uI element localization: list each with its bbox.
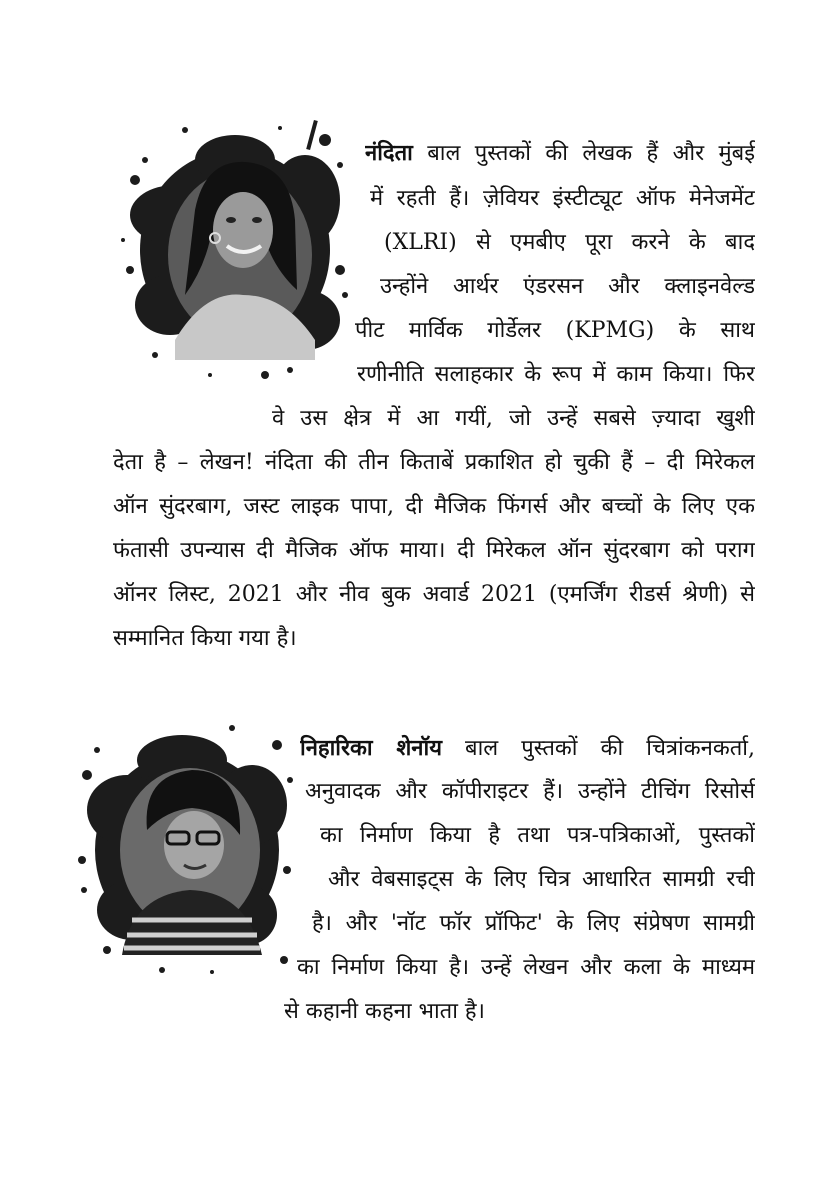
author-name-nandita: नंदिता [365, 140, 413, 166]
bio2-line-7: से कहानी कहना भाता है। [284, 999, 485, 1024]
author-name-niharika: निहारिका शेनॉय [300, 735, 442, 761]
bio1-line-4: उन्होंने आर्थर एंडरसन और क्लाइनवेल्ड [380, 274, 755, 299]
bio1-line-6: रणीनीति सलाहकार के रूप में काम किया। फिर [357, 362, 755, 387]
bio2-line-4: और वेबसाइट्स के लिए चित्र आधारित सामग्री रची [328, 867, 755, 892]
bio1-line-9: ऑन सुंदरबाग, जस्ट लाइक पापा, दी मैजिक फिंगर्स और बच्चों के लिए एक [113, 494, 755, 519]
bio1-line-8: देता है – लेखन! नंदिता की तीन किताबें प्रकाशित हो चुकी हैं – दी मिरेकल [113, 450, 755, 475]
bio1-line-5: पीट मार्विक गोर्डेलर (KPMG) के साथ [355, 318, 755, 343]
bio1-line-3: (XLRI) से एमबीए पूरा करने के बाद [384, 230, 755, 255]
bio2-line-3: का निर्माण किया है तथा पत्र-पत्रिकाओं, पुस्तकों [320, 823, 755, 848]
bio2-line-2: अनुवादक और कॉपीराइटर हैं। उन्होंने टीचिंग रिसोर्स [305, 779, 755, 804]
bio1-line-7: वे उस क्षेत्र में आ गयीं, जो उन्हें सबसे ज़्यादा खुशी [272, 406, 755, 431]
author-photo-niharika [72, 720, 297, 980]
bio1-line-2: में रहती हैं। ज़ेवियर इंस्टीट्यूट ऑफ मेनेजमेंट [370, 186, 755, 211]
bio2-line-6: का निर्माण किया है। उन्हें लेखन और कला के माध्यम [297, 955, 755, 980]
bio1-line-11: ऑनर लिस्ट, 2021 और नीव बुक अवार्ड 2021 (एमर्जिंग रीडर्स श्रेणी) से [113, 582, 755, 607]
author-photo-nandita [115, 120, 350, 385]
bio1-line-1: नंदिता बाल पुस्तकों की लेखक हैं और मुंबई [365, 140, 755, 166]
bio1-line-12: सम्मानित किया गया है। [113, 626, 297, 651]
bio2-line-5: है। और 'नॉट फॉर प्रॉफिट' के लिए संप्रेषण सामग्री [312, 911, 755, 936]
bio2-line-1: निहारिका शेनॉय बाल पुस्तकों की चित्रांकनकर्ता, [300, 735, 755, 761]
bio1-line-10: फंतासी उपन्यास दी मैजिक ऑफ माया। दी मिरेकल ऑन सुंदरबाग को पराग [113, 538, 755, 563]
